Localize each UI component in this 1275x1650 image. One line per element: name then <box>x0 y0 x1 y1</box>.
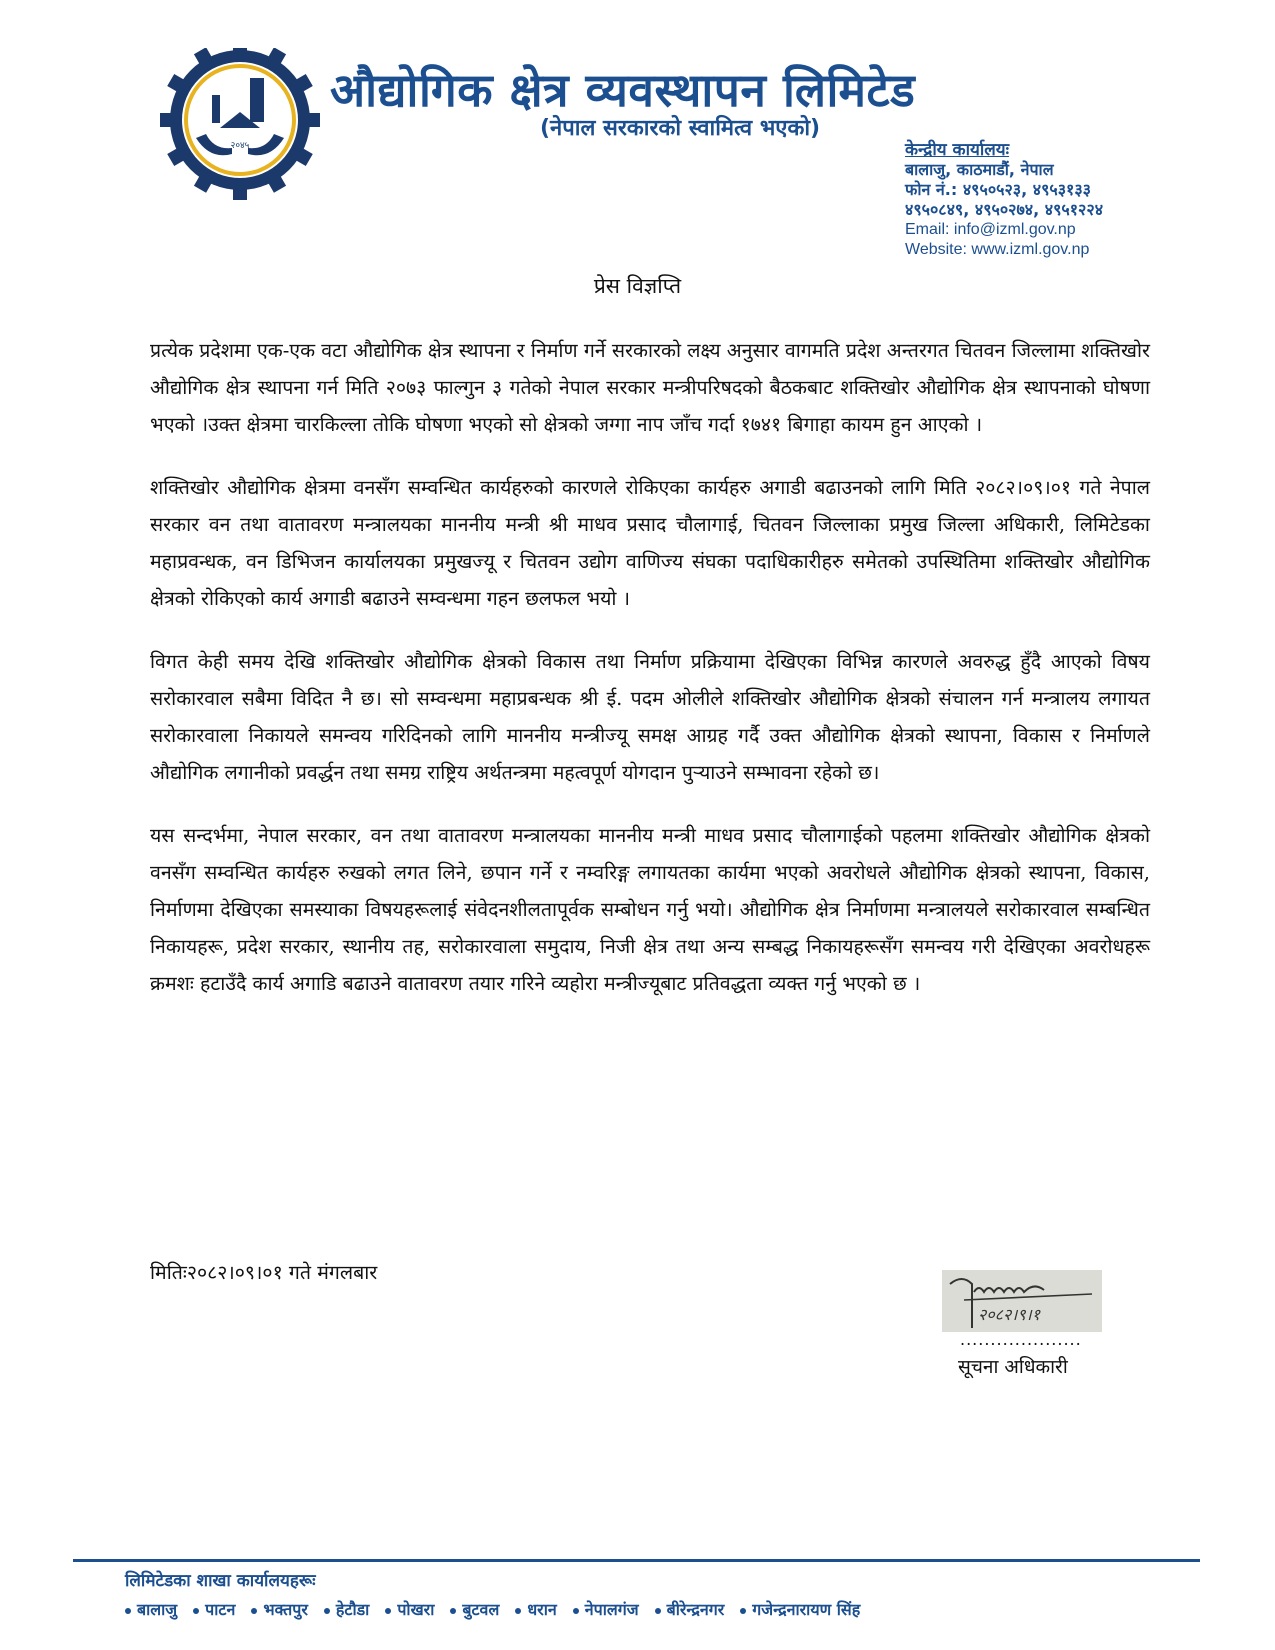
paragraph: प्रत्येक प्रदेशमा एक-एक वटा औद्योगिक क्षेत्र स्थापना र निर्माण गर्ने सरकारको लक्ष्य अनुसार वागमति प्रदेश अन्तरगत चितवन जिल्लामा शक्तिखोर औद्योगिक क्षेत्र स्थापना गर्न मिति २०७३ फाल्गुन ३ गतेको नेपाल सरकार मन्त्रीपरिषदको बैठकबाट शक्तिखोर औद्योगिक क्षेत्र स्थापनाको घोषणा भएको ।उक्त क्षेत्रमा चारकिल्ला तोकि घोषणा भएको सो क्षेत्रको जग्गा नाप जाँच गर्दा १७४१ बिगाहा कायम हुन आएको । <box>150 339 1150 436</box>
signature-line: .................... <box>960 1330 1082 1349</box>
bullet-icon <box>193 1608 199 1614</box>
branch-item: बालाजु <box>125 1598 177 1620</box>
handwritten-signature-icon <box>942 1270 1102 1332</box>
document-body <box>150 332 1150 1028</box>
branch-item: हेटौडा <box>324 1598 369 1620</box>
bullet-icon <box>324 1608 330 1614</box>
branch-item: गजेन्द्रनारायण सिंह <box>740 1598 860 1620</box>
org-name: औद्योगिक क्षेत्र व्यवस्थापन लिमिटेड <box>330 63 916 117</box>
branch-item: पोखरा <box>385 1598 434 1620</box>
contact-heading: केन्द्रीय कार्यालयः <box>905 140 1010 160</box>
branch-item: भक्तपुर <box>251 1598 308 1620</box>
paragraph: विगत केही समय देखि शक्तिखोर औद्योगिक क्षेत्रको विकास तथा निर्माण प्रक्रियामा देखिएका विभिन्न कारणले अवरुद्ध हुँदै आएको विषय सरोकारवाल सबैमा विदित नै छ। सो सम्वन्धमा महाप्रबन्धक श्री ई. पदम ओलीले शक्तिखोर औद्योगिक क्षेत्रको संचालन गर्न मन्त्रालय लगायत सरोकारवाला निकायले समन्वय गरिदिनको लागि माननीय मन्त्रीज्यू समक्ष आग्रह गर्दै उक्त औद्योगिक क्षेत्रको स्थापना, विकास र निर्माणले औद्योगिक लगानीको प्रवर्द्धन तथा समग्र राष्ट्रिय अर्थतन्त्रमा महत्वपूर्ण योगदान पुऱ्याउने सम्भावना रहेको छ। <box>150 650 1150 784</box>
gear-emblem-icon <box>130 48 320 218</box>
bullet-icon <box>251 1608 257 1614</box>
contact-website[interactable]: Website: www.izml.gov.np <box>905 241 1090 258</box>
contact-email[interactable]: Email: info@izml.gov.np <box>905 221 1076 238</box>
branch-list <box>125 1598 860 1620</box>
signature-image <box>942 1270 1102 1332</box>
branch-item: बुटवल <box>450 1598 499 1620</box>
branch-item: पाटन <box>193 1598 235 1620</box>
bullet-icon <box>385 1608 391 1614</box>
contact-phone-2: ४९५०८४९, ४९५०२७४, ४९५१२२४ <box>905 200 1104 219</box>
svg-text:२०४५: २०४५ <box>230 141 250 151</box>
footer-divider <box>73 1559 1200 1562</box>
bullet-icon <box>450 1608 456 1614</box>
branch-item: नेपालगंज <box>573 1598 639 1620</box>
date-line: मितिः२०८२।०९।०१ गते मंगलबार <box>150 1261 378 1284</box>
contact-address: बालाजु, काठमाडौं, नेपाल <box>905 160 1054 179</box>
branch-item: बीरेन्द्रनगर <box>655 1598 725 1620</box>
svg-text:२०८२।९।१: २०८२।९।१ <box>978 1305 1041 1324</box>
document-title: प्रेस विज्ञप्ति <box>593 274 682 298</box>
org-subtitle: (नेपाल सरकारको स्वामित्व भएको) <box>540 116 821 141</box>
bullet-icon <box>655 1608 661 1614</box>
contact-block <box>905 140 1103 260</box>
branch-offices-label: लिमिटेडका शाखा कार्यालयहरूः <box>125 1571 316 1591</box>
paragraph: शक्तिखोर औद्योगिक क्षेत्रमा वनसँग सम्वन्धित कार्यहरुको कारणले रोकिएका कार्यहरु अगाडी बढाउनको लागि मिति २०८२।०९।०१ गते नेपाल सरकार वन तथा वातावरण मन्त्रालयका माननीय मन्त्री श्री माधव प्रसाद चौलागाई, चितवन जिल्लाका प्रमुख जिल्ला अधिकारी, लिमिटेडका महाप्रवन्धक, वन डिभिजन कार्यालयका प्रमुखज्यू र चितवन उद्योग वाणिज्य संघका पदाधिकारीहरु समेतको उपस्थितिमा शक्तिखोर औद्योगिक क्षेत्रको रोकिएको कार्य अगाडी बढाउने सम्वन्धमा गहन छलफल भयो । <box>150 476 1150 610</box>
branch-item: धरान <box>515 1598 556 1620</box>
contact-phone-1: फोन नं.: ४९५०५२३, ४९५३१३३ <box>905 180 1091 199</box>
paragraph: यस सन्दर्भमा, नेपाल सरकार, वन तथा वातावरण मन्त्रालयका माननीय मन्त्री माधव प्रसाद चौलागाईको पहलमा शक्तिखोर औद्योगिक क्षेत्रको वनसँग सम्वन्धित कार्यहरु रुखको लगत लिने, छपान गर्ने र नम्वरिङ्ग लगायतका कार्यमा भएको अवरोधले औद्योगिक क्षेत्रको स्थापना, विकास, निर्माणमा देखिएका समस्याका विषयहरूलाई संवेदनशीलतापूर्वक सम्बोधन गर्नु भयो। औद्योगिक क्षेत्र निर्माणमा मन्त्रालयले सरोकारवाल सम्बन्धित निकायहरू, प्रदेश सरकार, स्थानीय तह, सरोकारवाला समुदाय, निजी क्षेत्र तथा अन्य सम्बद्ध निकायहरूसँग समन्वय गरी देखिएका अवरोधहरू क्रमशः हटाउँदै कार्य अगाडि बढाउने वातावरण तयार गरिने व्यहोरा मन्त्रीज्यूबाट प्रतिवद्धता व्यक्त गर्नु भएको छ । <box>150 824 1150 995</box>
bullet-icon <box>125 1608 131 1614</box>
bullet-icon <box>573 1608 579 1614</box>
bullet-icon <box>515 1608 521 1614</box>
bullet-icon <box>740 1608 746 1614</box>
signatory-title: सूचना अधिकारी <box>958 1356 1068 1378</box>
org-logo <box>130 48 320 218</box>
